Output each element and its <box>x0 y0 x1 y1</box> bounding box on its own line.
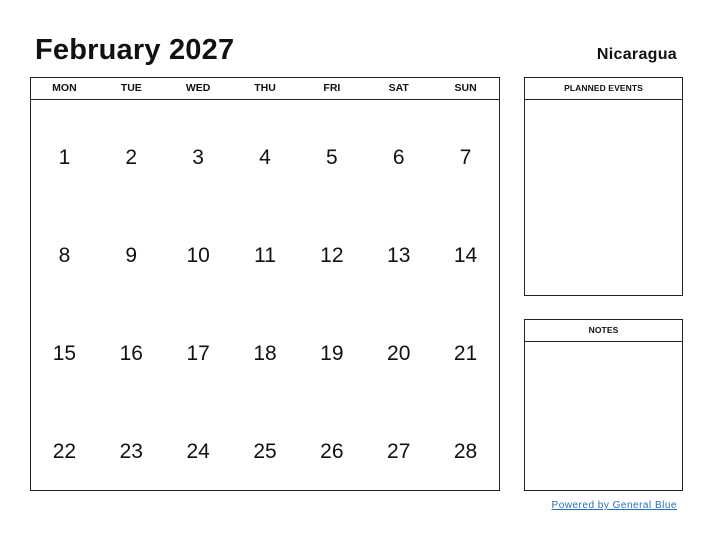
powered-by-link[interactable]: Powered by General Blue <box>551 500 677 511</box>
day-cell: 6 <box>392 146 405 169</box>
weekday-fri: FRI <box>323 82 341 94</box>
calendar-grid <box>30 77 500 491</box>
weekday-wed: WED <box>185 82 211 94</box>
day-cell: 26 <box>320 440 344 463</box>
day-cell: 23 <box>119 440 143 463</box>
planned-events-title: PLANNED EVENTS <box>525 78 682 100</box>
weekday-sat: SAT <box>388 82 409 94</box>
day-cell: 13 <box>387 244 411 267</box>
day-cell: 3 <box>192 146 204 169</box>
notes-title: NOTES <box>525 320 682 342</box>
weekday-header <box>31 78 499 100</box>
page-title: February 2027 <box>35 34 235 66</box>
day-cell: 20 <box>387 342 411 365</box>
day-cell: 9 <box>125 244 138 267</box>
day-cell: 14 <box>453 244 478 267</box>
day-cell: 10 <box>186 244 210 267</box>
country-label: Nicaragua <box>596 46 677 63</box>
day-cell: 17 <box>186 342 210 365</box>
day-cell: 19 <box>320 342 344 365</box>
day-cell: 2 <box>125 146 138 169</box>
weekday-sun: SUN <box>454 82 477 94</box>
day-cell: 5 <box>326 146 338 169</box>
day-cell: 7 <box>459 146 472 169</box>
day-cell: 12 <box>320 244 344 267</box>
day-cell: 21 <box>453 342 478 365</box>
day-cell: 25 <box>253 440 277 463</box>
day-cell: 8 <box>58 244 71 267</box>
day-cell: 28 <box>453 440 478 463</box>
calendar-days <box>31 100 499 492</box>
weekday-tue: TUE <box>120 82 142 94</box>
day-cell: 18 <box>253 342 277 365</box>
day-cell: 16 <box>119 342 143 365</box>
planned-events-panel <box>524 77 683 296</box>
day-cell: 27 <box>387 440 411 463</box>
day-cell: 24 <box>186 440 210 463</box>
weekday-mon: MON <box>52 82 77 94</box>
day-cell: 15 <box>52 342 77 365</box>
notes-panel <box>524 319 683 491</box>
day-cell: 4 <box>259 146 271 169</box>
weekday-thu: THU <box>254 82 276 94</box>
day-cell: 22 <box>52 440 77 463</box>
day-cell: 11 <box>254 244 276 267</box>
day-cell: 1 <box>58 146 71 169</box>
